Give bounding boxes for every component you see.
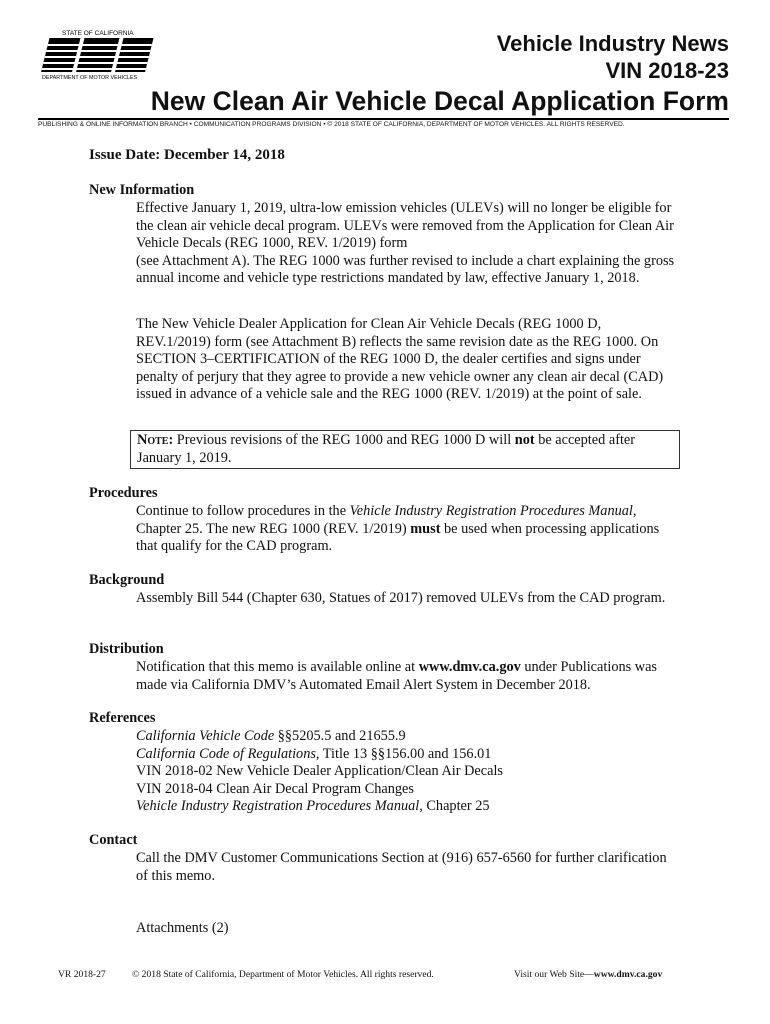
distribution-paragraph: Notification that this memo is available online at www.dmv.ca.gov under Publications was made via California DMV’s Automated Email Alert System in December 2018. [136,659,657,693]
dmv-logo-graphic [38,28,162,80]
note-box: Note: Previous revisions of the REG 1000 and REG 1000 D will not be accepted after January 1, 2019. [130,430,680,469]
procedures-paragraph: Continue to follow procedures in the Vehicle Industry Registration Procedures Manual, Chapter 25. The new REG 1000 (REV. 1/2019) must be used when processing applications that qualify for the CAD program. [136,503,660,554]
reference-item: VIN 2018-02 New Vehicle Dealer Application/Clean Air Decals [136,763,503,779]
svg-text:DEPARTMENT OF MOTOR VEHICLES: DEPARTMENT OF MOTOR VEHICLES [42,75,138,80]
note-label: Note: [137,432,174,448]
new-info-paragraph-2: The New Vehicle Dealer Application for Clean Air Vehicle Decals (REG 1000 D, REV.1/2019) form (see Attachment B) reflects the same revision date as the REG 1000. On SECTION 3–CERTIFICATION of the REG 1000 D, the dealer certifies and signs under penalty of perjury that they agree to provide a new vehicle owner any clean air decal (CAD) issued in advance of a vehicle sale and the REG 1000 (REV. 1/2019) at the point of sale. [136,316,664,402]
newsletter-name: Vehicle Industry News [496,31,729,56]
reference-item: California Vehicle Code §§5205.5 and 21655.9 [136,728,406,744]
contact-paragraph: Call the DMV Customer Communications Section at (916) 657-6560 for further clarification of this memo. [136,850,667,884]
dmv-website-link[interactable]: www.dmv.ca.gov [418,659,521,675]
footer-website: Visit our Web Site—www.dmv.ca.gov [514,969,663,980]
background-paragraph: Assembly Bill 544 (Chapter 630, Statues of 2017) removed ULEVs from the CAD program. [136,590,666,606]
reference-item: California Code of Regulations, Title 13 §§156.00 and 156.01 [136,745,492,762]
heading-background: Background [89,572,165,588]
new-info-paragraph-1: Effective January 1, 2019, ultra-low emission vehicles (ULEVs) will no longer be eligible for the clean air vehicle decal program. ULEVs were removed from the Application for Clean Air Vehicle Decals (REG 1000, REV. 1/2019) form (see Attachment A). The REG 1000 was further revised to include a chart explaining the gross annual income and vehicle type restrictions mandated by law, effective January 1, 2018. [136,200,675,286]
reference-item: VIN 2018-04 Clean Air Decal Program Changes [136,780,414,797]
issue-date: Issue Date: December 14, 2018 [89,147,285,163]
heading-references: References [89,710,156,726]
references-list [136,728,676,816]
header-divider [38,118,729,120]
dmv-logo [38,28,162,80]
attachments-label: Attachments (2) [136,920,229,936]
reference-item: Vehicle Industry Registration Procedures Manual, Chapter 25 [136,798,490,814]
footer-code: VR 2018-27 [58,969,106,980]
footer-copyright: © 2018 State of California, Department of Motor Vehicles. All rights reserved. [132,969,434,980]
bulletin-number: VIN 2018-23 [605,58,729,83]
newsletter-header [497,30,729,84]
heading-contact: Contact [89,832,138,848]
heading-new-information: New Information [89,182,195,198]
document-title: New Clean Air Vehicle Decal Application Form [150,86,729,116]
heading-procedures: Procedures [89,485,158,501]
svg-text:STATE OF CALIFORNIA: STATE OF CALIFORNIA [62,30,134,37]
heading-distribution: Distribution [89,641,164,657]
footer-website-link[interactable]: www.dmv.ca.gov [593,969,663,980]
header-strip: PUBLISHING & ONLINE INFORMATION BRANCH • COMMUNICATION PROGRAMS DIVISION • © 2018 STATE OF CALIFORNIA, DEPARTMENT OF MOTOR VEHICLES. ALL RIGHTS RESERVED. [38,121,625,128]
